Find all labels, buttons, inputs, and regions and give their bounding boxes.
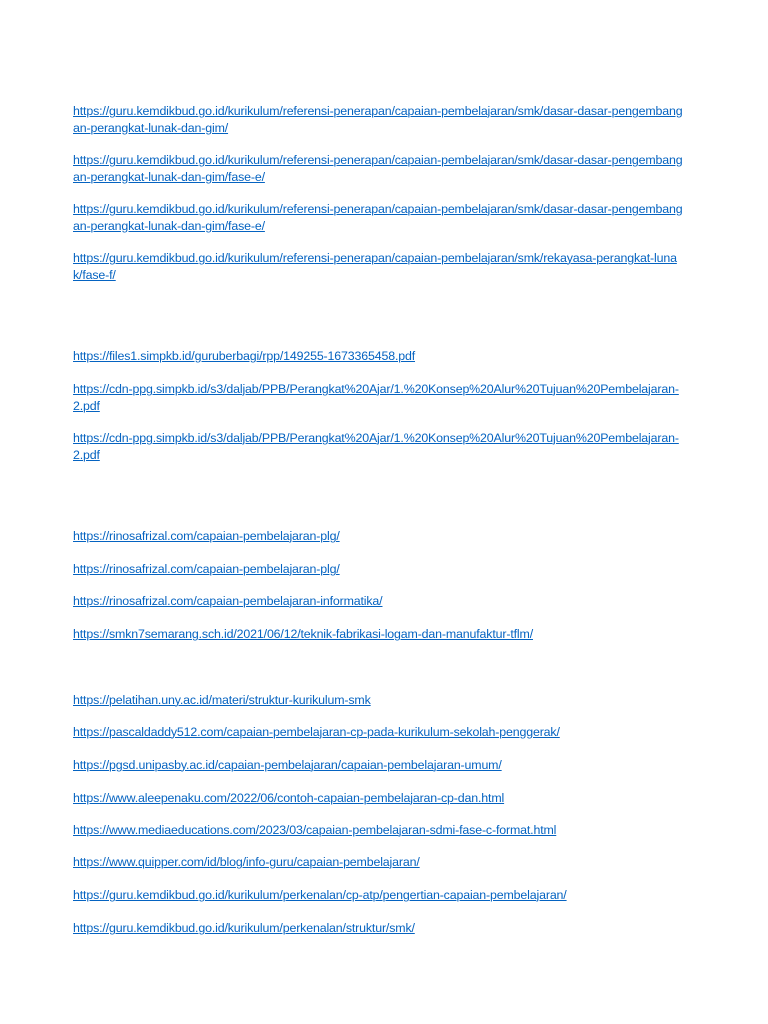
hyperlink[interactable]: https://guru.kemdikbud.go.id/kurikulum/referensi-penerapan/capaian-pembelajaran/smk/dasar-dasar-pengembangan-perangkat-lunak-dan-gim/	[73, 104, 683, 135]
hyperlink[interactable]: https://rinosafrizal.com/capaian-pembelajaran-plg/	[73, 562, 340, 576]
hyperlink[interactable]: https://files1.simpkb.id/guruberbagi/rpp/149255-1673365458.pdf	[73, 349, 416, 363]
hyperlink[interactable]: https://pgsd.unipasby.ac.id/capaian-pembelajaran/capaian-pembelajaran-umum/	[73, 758, 502, 772]
hyperlink[interactable]: https://guru.kemdikbud.go.id/kurikulum/referensi-penerapan/capaian-pembelajaran/smk/dasar-dasar-pengembangan-perangkat-lunak-dan-gim/fase-e/	[73, 153, 683, 184]
hyperlink[interactable]: https://pascaldaddy512.com/capaian-pembelajaran-cp-pada-kurikulum-sekolah-penggerak/	[73, 725, 560, 739]
hyperlink[interactable]: https://rinosafrizal.com/capaian-pembelajaran-informatika/	[73, 594, 383, 608]
hyperlink[interactable]: https://guru.kemdikbud.go.id/kurikulum/perkenalan/struktur/smk/	[73, 921, 415, 935]
hyperlink[interactable]: https://www.quipper.com/id/blog/info-guru/capaian-pembelajaran/	[73, 855, 420, 869]
hyperlink[interactable]: https://smkn7semarang.sch.id/2021/06/12/teknik-fabrikasi-logam-dan-manufaktur-tflm/	[73, 627, 533, 641]
hyperlink[interactable]: https://guru.kemdikbud.go.id/kurikulum/referensi-penerapan/capaian-pembelajaran/smk/dasar-dasar-pengembangan-perangkat-lunak-dan-gim/fase-e/	[73, 202, 683, 233]
hyperlink[interactable]: https://cdn-ppg.simpkb.id/s3/daljab/PPB/Perangkat%20Ajar/1.%20Konsep%20Alur%20Tujuan%20Pembelajaran-2.pdf	[73, 382, 679, 413]
hyperlink[interactable]: https://cdn-ppg.simpkb.id/s3/daljab/PPB/Perangkat%20Ajar/1.%20Konsep%20Alur%20Tujuan%20Pembelajaran-2.pdf	[73, 431, 679, 462]
hyperlink[interactable]: https://guru.kemdikbud.go.id/kurikulum/referensi-penerapan/capaian-pembelajaran/smk/rekayasa-perangkat-lunak/fase-f/	[73, 251, 677, 282]
hyperlink[interactable]: https://www.aleepenaku.com/2022/06/contoh-capaian-pembelajaran-cp-dan.html	[73, 791, 505, 805]
hyperlink[interactable]: https://guru.kemdikbud.go.id/kurikulum/perkenalan/cp-atp/pengertian-capaian-pembelajaran/	[73, 888, 567, 902]
hyperlink[interactable]: https://www.mediaeducations.com/2023/03/capaian-pembelajaran-sdmi-fase-c-format.html	[73, 823, 557, 837]
hyperlink[interactable]: https://rinosafrizal.com/capaian-pembelajaran-plg/	[73, 529, 340, 543]
hyperlink[interactable]: https://pelatihan.uny.ac.id/materi/struktur-kurikulum-smk	[73, 693, 371, 707]
